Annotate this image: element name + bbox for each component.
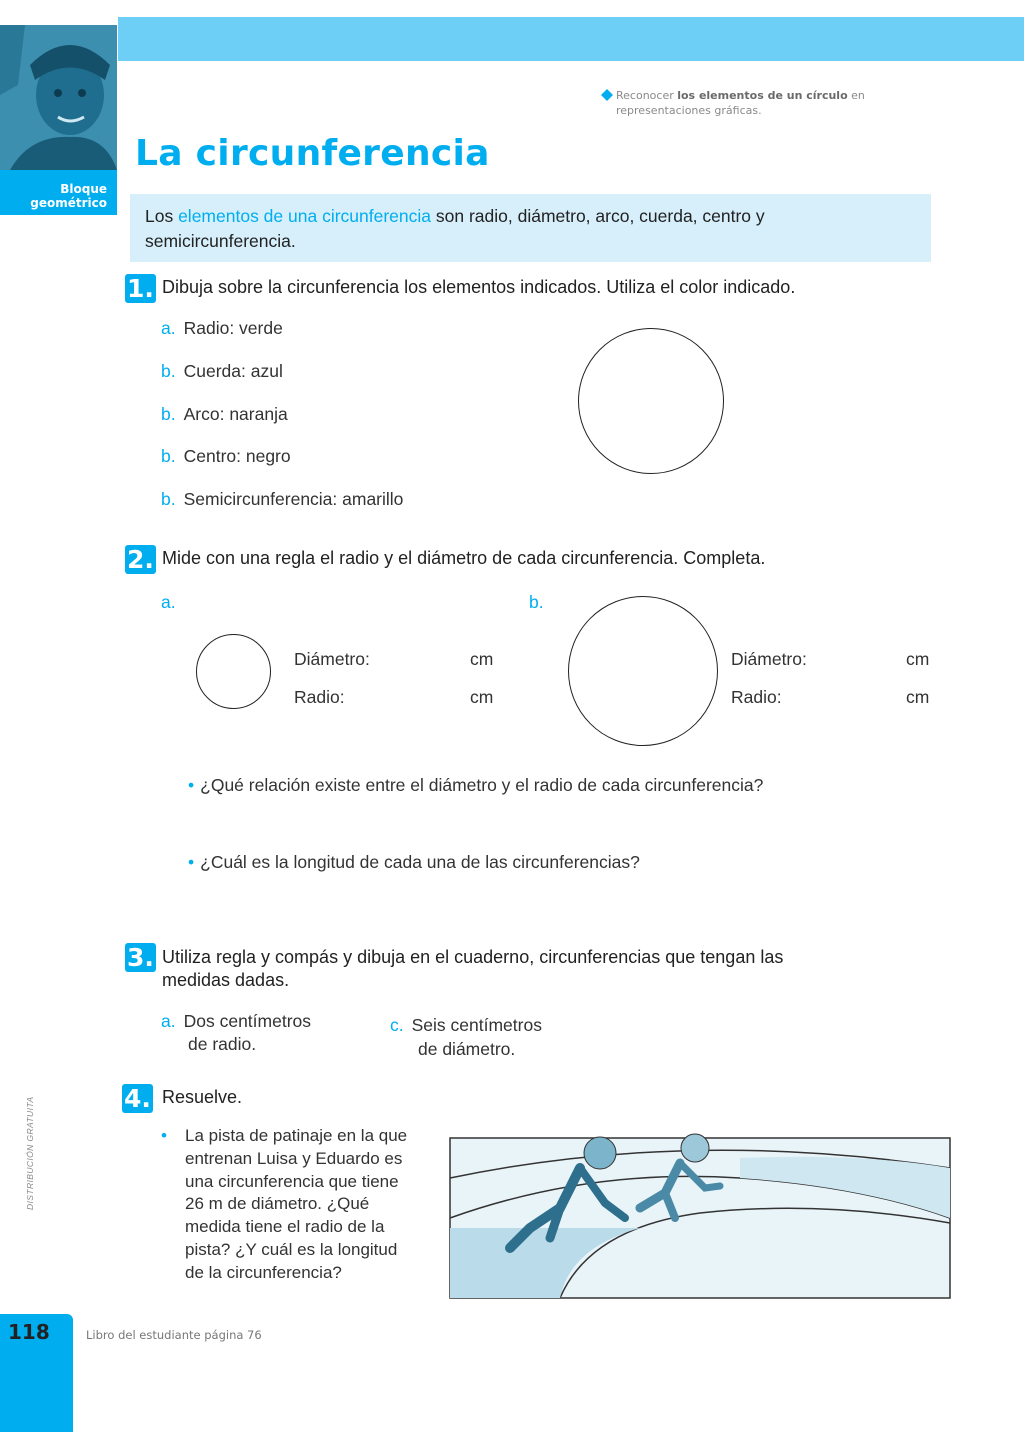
definition-text: Los elementos de una circunferencia son radio, diámetro, arco, cuerda, centro y semicircunferencia. [145,206,765,251]
ex2-question-2: • ¿Cuál es la longitud de cada una de las circunferencias? [188,852,640,872]
child-photo [0,25,117,170]
ex2-question-1: • ¿Qué relación existe entre el diámetro y el radio de cada circunferencia? [188,775,764,795]
block-label: Bloque [60,182,107,196]
exercise-4-number: 4. [124,1084,151,1113]
exercise-3-text: Utiliza regla y compás y dibuja en el cuaderno, circunferencias que tengan las medidas dadas. [162,947,784,990]
page-number: 118 [8,1320,50,1344]
exercise-2-number: 2. [127,545,154,574]
ex2-b-diameter-label: Diámetro: [731,649,807,669]
ex1-item: b. Semicircunferencia: amarillo [161,489,404,509]
distribution-note: DISTRIBUCIÓN GRATUITA [25,1096,35,1210]
ex2-a-radius-label: Radio: [294,687,345,707]
ex2-circle-a [196,634,271,709]
exercise-1-text: Dibuja sobre la circunferencia los elementos indicados. Utiliza el color indicado. [162,277,796,297]
ex1-item: b. Centro: negro [161,446,291,466]
ex3-item-a: a. Dos centímetros de radio. [161,1011,312,1054]
ex2-a-label: a. [161,592,176,612]
ex1-item: a. Radio: verde [161,318,283,338]
ex1-item: b. Arco: naranja [161,404,288,424]
cube-icon [601,89,613,101]
exercise-1-number: 1. [127,274,154,303]
ex2-b-radius-label: Radio: [731,687,782,707]
definition-box [130,194,931,262]
ex2-b-label: b. [529,592,544,612]
ex2-a-radius-unit: cm [470,687,494,707]
block-label-2: geométrico [30,196,107,210]
skaters-illustration [440,1108,956,1318]
ex2-a-diameter-label: Diámetro: [294,649,370,669]
objective: Reconocer los elementos de un círculo en representaciones gráficas. [602,88,902,118]
book-reference: Libro del estudiante página 76 [86,1328,262,1342]
header-bar [118,17,1024,61]
ex2-b-diameter-unit: cm [906,649,930,669]
exercise-3-number: 3. [127,943,154,972]
exercise-2-text: Mide con una regla el radio y el diámetro de cada circunferencia. Completa. [162,548,766,568]
ex2-b-radius-unit: cm [906,687,930,707]
ex3-item-c: c. Seis centímetros de diámetro. [390,1015,542,1059]
ex2-a-diameter-unit: cm [470,649,494,669]
ex4-problem: • La pista de patinaje en la que entrenan Luisa y Eduardo es una circunferencia que tiene 26 m de diámetro. ¿Qué medida tiene el radio de la pista? ¿Y cuál es la longitud de la circunferencia? [161,1126,408,1282]
exercise-4-text: Resuelve. [162,1087,243,1107]
ex2-circle-b [568,596,718,746]
page-title: La circunferencia [135,133,490,174]
ex1-circle [578,328,724,474]
block-tab [0,170,117,215]
ex1-item: b. Cuerda: azul [161,361,283,381]
